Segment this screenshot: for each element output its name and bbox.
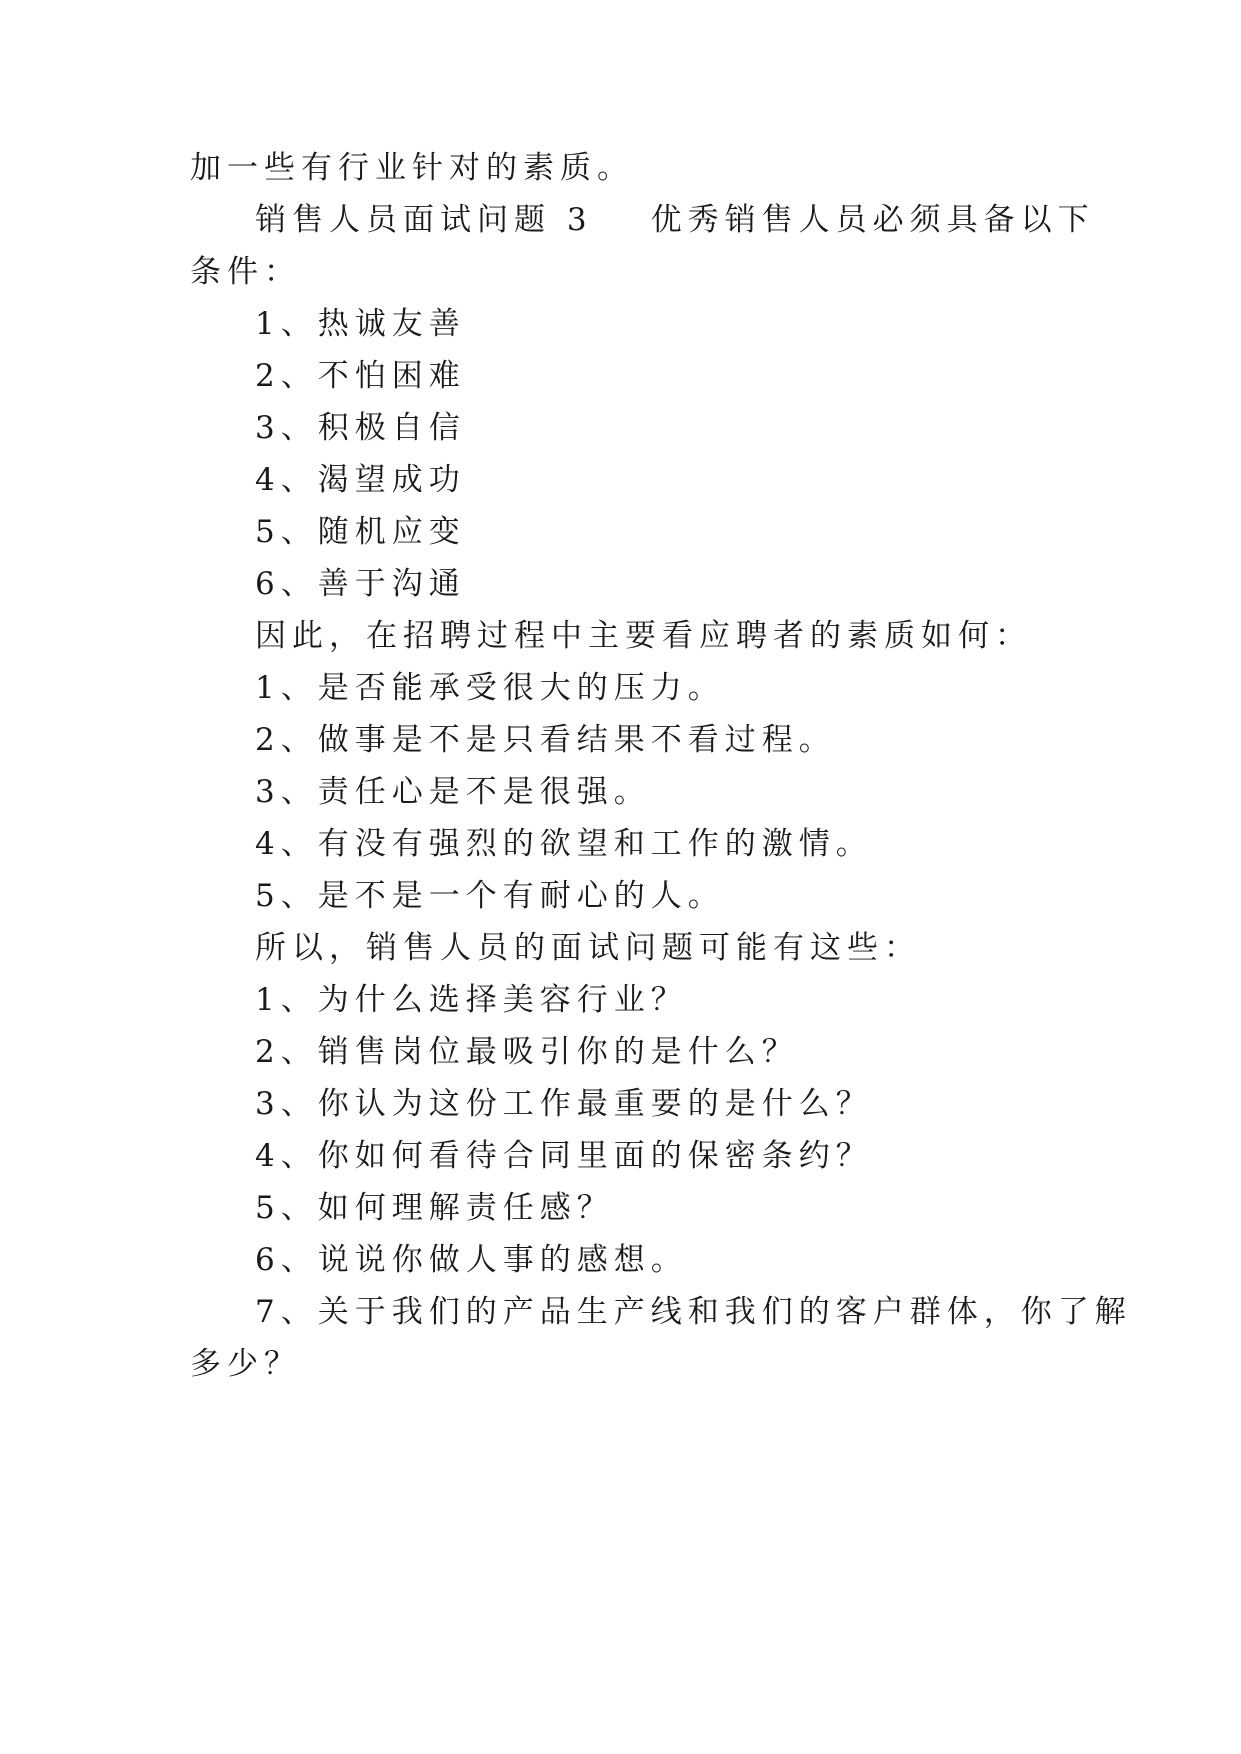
question-item: 5、如何理解责任感？ [255,1190,614,1226]
condition-item: 3、积极自信 [255,410,466,446]
quality-item: 3、责任心是不是很强。 [255,774,651,810]
question-item: 4、你如何看待合同里面的保密条约？ [255,1138,873,1174]
question-item: 2、销售岗位最吸引你的是什么？ [255,1034,799,1070]
question-item-7-line-1: 7、关于我们的产品生产线和我们的客户群体，你了解 [255,1294,1132,1330]
condition-item: 4、渴望成功 [255,462,466,498]
quality-item: 5、是不是一个有耐心的人。 [255,878,725,914]
qualities-intro: 因此，在招聘过程中主要看应聘者的素质如何： [255,618,1032,654]
question-item: 3、你认为这份工作最重要的是什么？ [255,1086,873,1122]
question-item-7-line-2: 多少？ [190,1346,301,1382]
condition-item: 2、不怕困难 [255,358,466,394]
paragraph-line-continuation: 加一些有行业针对的素质。 [190,150,634,186]
quality-item: 1、是否能承受很大的压力。 [255,670,725,706]
paragraph-line-conditions-label: 条件： [190,254,301,290]
question-item: 6、说说你做人事的感想。 [255,1242,688,1278]
condition-item: 5、随机应变 [255,514,466,550]
section-intro: 优秀销售人员必须具备以下 [650,202,1095,238]
quality-item: 4、有没有强烈的欲望和工作的激情。 [255,826,873,862]
section-title: 销售人员面试问题 3 [255,202,593,238]
condition-item: 6、善于沟通 [255,566,466,602]
quality-item: 2、做事是不是只看结果不看过程。 [255,722,836,758]
condition-item: 1、热诚友善 [255,306,466,342]
questions-intro: 所以，销售人员的面试问题可能有这些： [255,930,921,966]
paragraph-line-heading [255,200,1095,240]
question-item: 1、为什么选择美容行业？ [255,982,688,1018]
